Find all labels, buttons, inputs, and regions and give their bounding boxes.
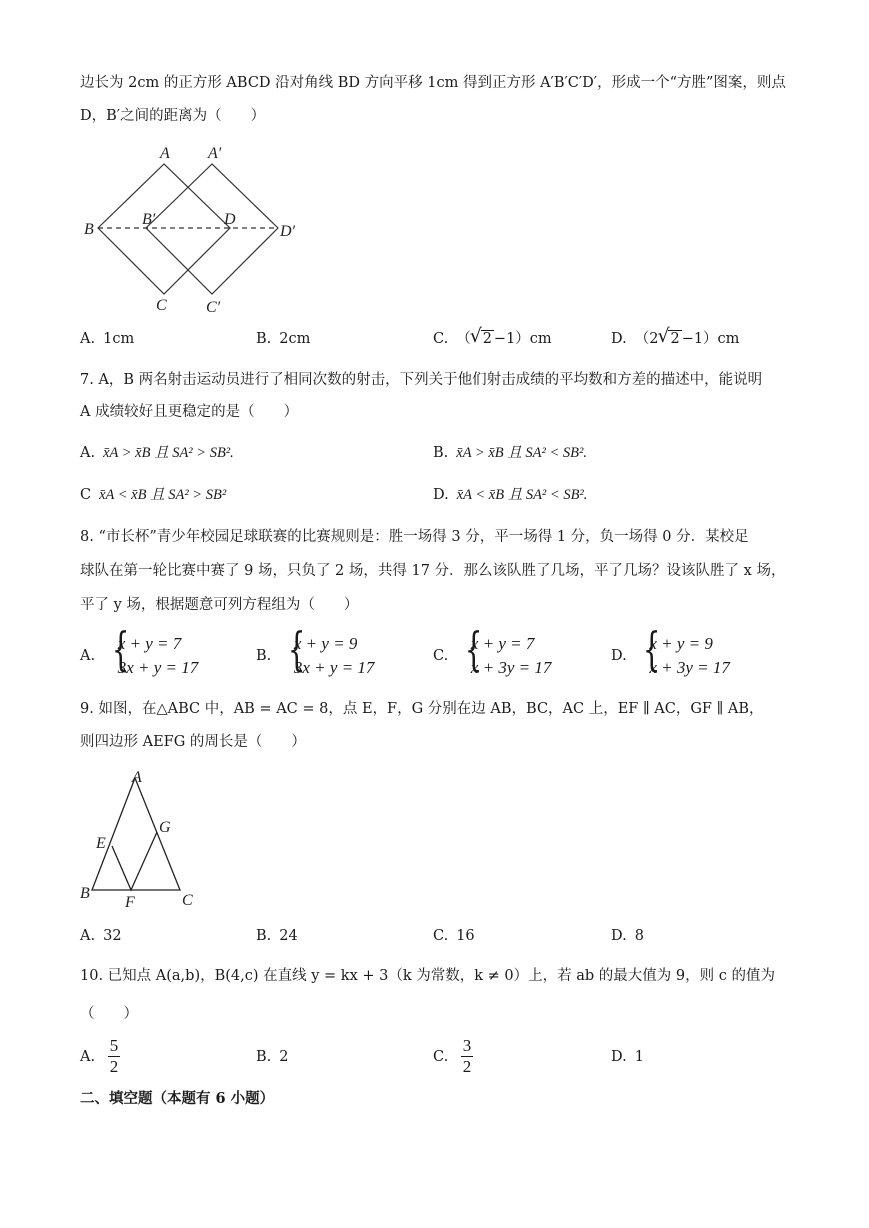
q8-stem-line1: 8. “市长杯”青少年校园足球联赛的比赛规则是：胜一场得 3 分，平一场得 1 分，负一场得 0 分．某校足 [80, 529, 749, 545]
q8-option-c[interactable]: C. { x + y = 7 x + 3y = 17 [433, 632, 551, 680]
label-B1: B′ [142, 211, 156, 228]
q9-option-b[interactable]: B. 24 [256, 928, 298, 944]
q6-stem-line2: D，B′之间的距离为（ ） [80, 108, 266, 124]
label-G: G [159, 819, 171, 836]
label-B: B [80, 885, 90, 902]
q9-option-c[interactable]: C. 16 [433, 928, 475, 944]
q10-option-b[interactable]: B. 2 [256, 1049, 289, 1065]
q6-option-a[interactable]: A. 1cm [80, 331, 135, 347]
q7-stem-line2: A 成绩较好且更稳定的是（ ） [80, 404, 299, 420]
q7-stem-line1: 7. A，B 两名射击运动员进行了相同次数的射击，下列关于他们射击成绩的平均数和方差的描述中，能说明 [80, 372, 763, 388]
sqrt-symbol: √ 2 [471, 328, 494, 350]
equation-system: { x + y = 7 3x + y = 17 [111, 622, 199, 677]
fraction: $\frac{5}{2}$ [109, 1036, 119, 1076]
q6-option-d[interactable]: D. （2√ 2 −1）cm [611, 328, 739, 350]
section-heading-fill-in: 二、填空题（本题有 6 小题） [80, 1090, 275, 1107]
q7-option-d[interactable]: D. x̄A < x̄B 且 SA² < SB². [433, 487, 588, 503]
q9-option-d[interactable]: D. 8 [611, 928, 644, 944]
q8-stem-line2: 球队在第一轮比赛中赛了 9 场，只负了 2 场，共得 17 分．那么该队胜了几场，平了几场？设该队胜了 x 场， [80, 563, 786, 579]
q8-option-a[interactable]: A. { x + y = 7 3x + y = 17 [80, 632, 198, 680]
label-B: B [84, 221, 94, 238]
q7-option-a[interactable]: A. x̄A > x̄B 且 SA² > SB². [80, 445, 234, 461]
q6-option-c[interactable]: C. （√ 2 −1）cm [433, 328, 552, 350]
q6-stem-line1: 边长为 2cm 的正方形 ABCD 沿对角线 BD 方向平移 1cm 得到正方形 A′B′C′D′，形成一个“方胜”图案，则点 [80, 75, 786, 91]
label-D: D [224, 211, 236, 228]
square-abcd [98, 164, 230, 294]
label-E: E [96, 835, 106, 852]
sqrt-symbol: √ 2 [658, 328, 681, 350]
q6-option-b[interactable]: B. 2cm [256, 331, 311, 347]
q8-stem-line3: 平了 y 场，根据题意可列方程组为（ ） [80, 597, 359, 613]
q9-stem-line1: 9. 如图，在△ABC 中，AB = AC = 8，点 E，F，G 分别在边 AB，BC，AC 上，EF ∥ AC，GF ∥ AB， [80, 701, 764, 717]
q10-option-d[interactable]: D. 1 [611, 1049, 644, 1065]
q10-stem-line1: 10. 已知点 A(a,b)，B(4,c) 在直线 y = kx + 3（k 为常数，k ≠ 0）上，若 ab 的最大值为 9，则 c 的值为 [80, 968, 775, 984]
label-A: A [132, 769, 142, 786]
label-A: A [160, 145, 170, 162]
fraction: $\frac{3}{2}$ [462, 1036, 472, 1076]
square-a1b1c1d1 [146, 164, 278, 294]
q10-option-a[interactable]: A. $\frac{5}{2}$ [80, 1036, 119, 1076]
equation-system: { x + y = 7 x + 3y = 17 [464, 622, 552, 677]
q10-option-c[interactable]: C. $\frac{3}{2}$ [433, 1036, 472, 1076]
label-A1: A′ [208, 145, 222, 162]
q7-option-b[interactable]: B. x̄A > x̄B 且 SA² < SB². [433, 445, 587, 461]
label-C1: C′ [206, 299, 221, 316]
label-C: C [182, 892, 193, 909]
equation-system: { x + y = 9 x + 3y = 17 [643, 622, 730, 677]
q6-square-figure [80, 138, 305, 318]
q7-option-c[interactable]: C x̄A < x̄B 且 SA² > SB² [80, 487, 227, 503]
q8-option-b[interactable]: B. { x + y = 9 3x + y = 17 [256, 632, 374, 680]
q9-option-a[interactable]: A. 32 [80, 928, 122, 944]
segments-ef-fg [112, 832, 157, 890]
q10-stem-line2: （ ） [80, 1006, 138, 1022]
q8-option-d[interactable]: D. { x + y = 9 x + 3y = 17 [611, 632, 730, 680]
label-D1: D′ [280, 223, 296, 240]
q9-triangle-figure [78, 768, 198, 910]
label-C: C [156, 297, 167, 314]
label-F: F [125, 894, 135, 910]
q9-stem-line2: 则四边形 AEFG 的周长是（ ） [80, 734, 306, 750]
equation-system: { x + y = 9 3x + y = 17 [287, 622, 375, 677]
